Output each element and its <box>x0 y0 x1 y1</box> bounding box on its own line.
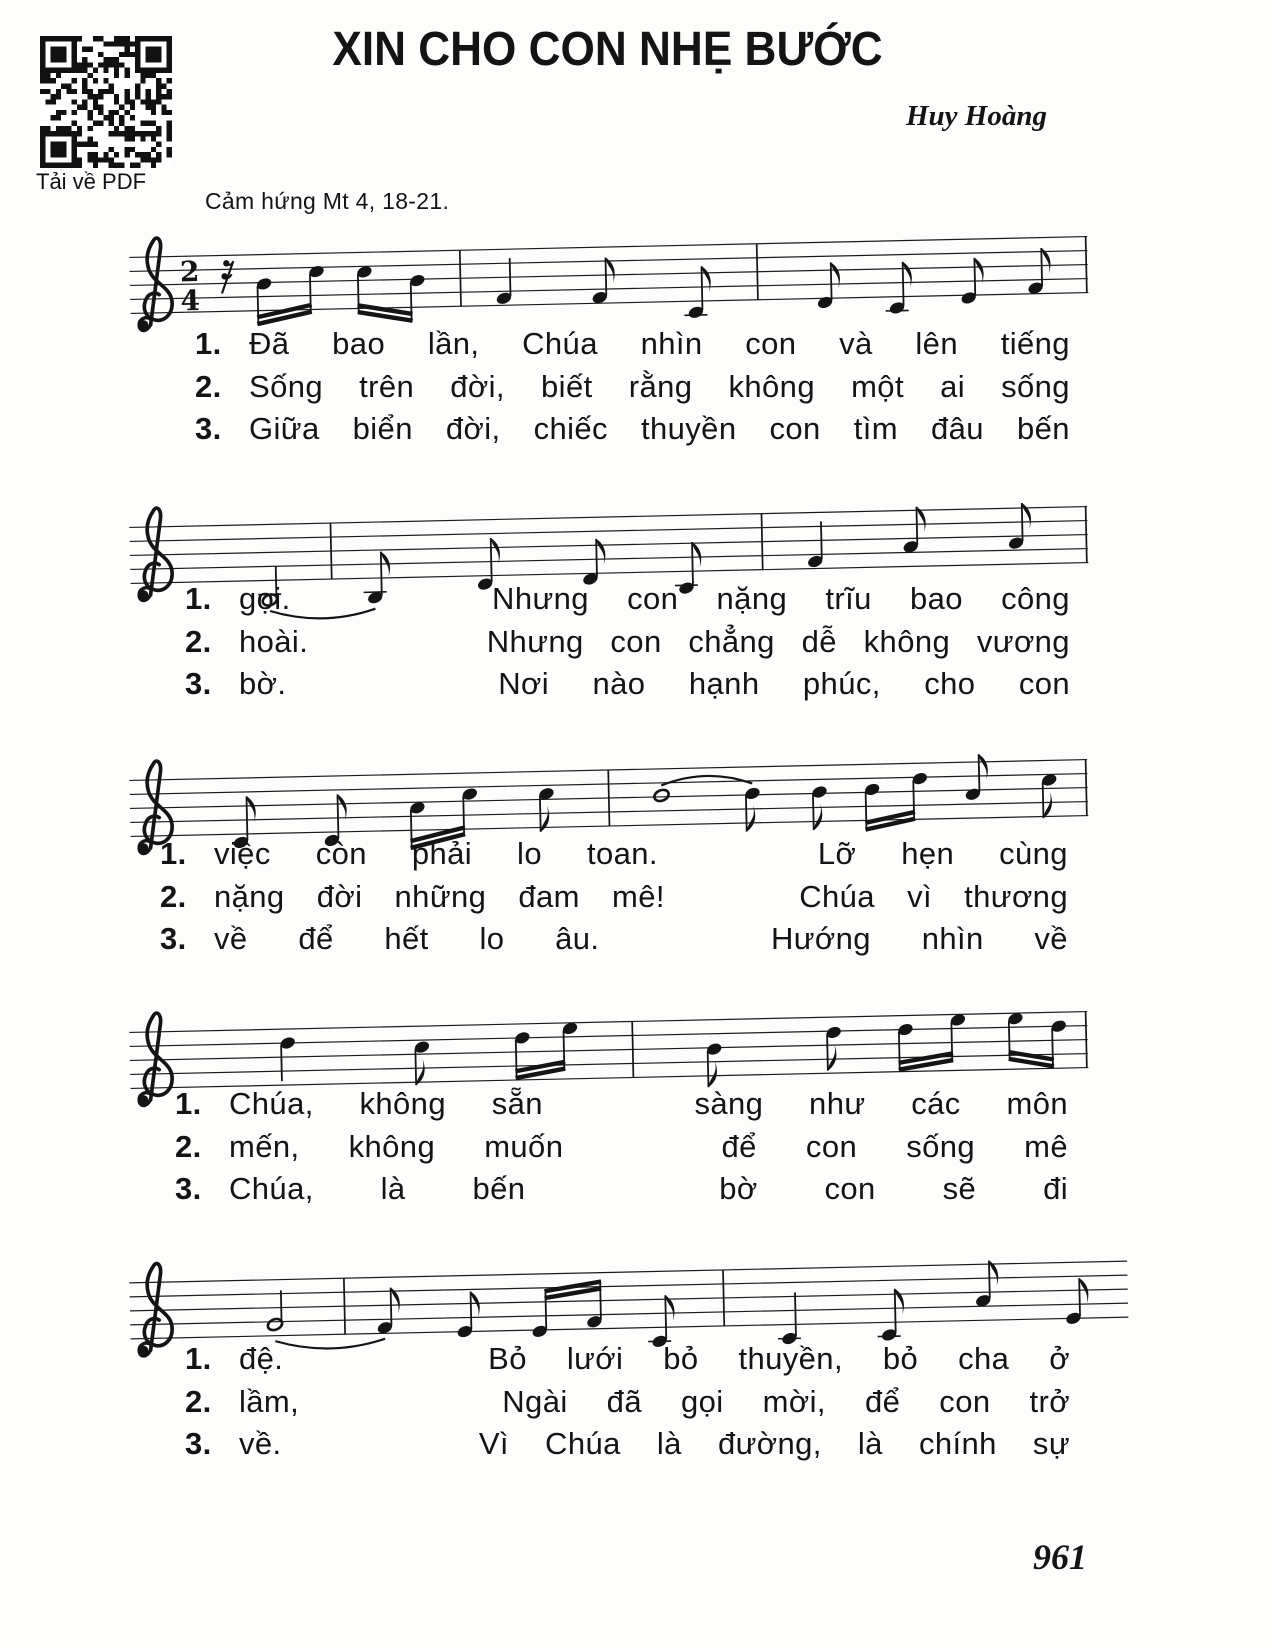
lyric-word: lần, <box>427 326 480 361</box>
lyric-word: Hướng <box>770 921 871 956</box>
lyric-word: ở <box>1049 1341 1070 1376</box>
lyric-word: Sống <box>249 368 323 404</box>
lyric-word: bến <box>472 1171 526 1206</box>
time-signature-bottom: 4 <box>180 283 201 318</box>
lyric-word: để <box>721 1128 757 1164</box>
lyric-word: để <box>298 921 334 956</box>
lyric-line <box>160 836 1068 879</box>
lyric-word: ai <box>940 368 966 404</box>
lyric-word: môn <box>1006 1086 1068 1121</box>
lyric-word: sẵn <box>491 1086 543 1121</box>
lyric-word: không <box>863 623 951 659</box>
lyric-word: dễ <box>801 623 837 659</box>
lyric-word: sống <box>906 1128 976 1164</box>
lyric-word: con <box>745 326 797 361</box>
lyric-word: con <box>627 581 679 616</box>
lyric-line <box>195 411 1070 454</box>
verse-number: 2. <box>160 878 187 914</box>
verse-number: 3. <box>195 411 222 446</box>
lyric-word: toan. <box>586 836 658 871</box>
lyric-word: bờ. <box>239 666 287 701</box>
lyric-word: bỏ <box>663 1341 699 1376</box>
lyric-word: Nhưng <box>492 581 589 616</box>
verse-number: 1. <box>195 326 222 361</box>
lyric-word: lầm, <box>239 1383 300 1419</box>
lyrics-block-2 <box>185 581 1070 709</box>
lyric-word: bờ <box>719 1171 758 1206</box>
lyric-word: đệ. <box>239 1341 284 1376</box>
lyric-word: Vì <box>478 1426 509 1461</box>
lyric-word: thương <box>964 878 1068 914</box>
verse-number: 3. <box>160 921 187 956</box>
verse-number: 2. <box>175 1128 202 1164</box>
lyrics-block-1 <box>195 326 1070 454</box>
lyric-word: là <box>656 1426 682 1461</box>
lyric-word: thuyền <box>640 411 737 446</box>
lyric-word: nhìn <box>640 326 703 361</box>
lyric-word: con <box>769 411 821 446</box>
lyric-line <box>175 1086 1068 1129</box>
composer-name: Huy Hoàng <box>906 100 1047 132</box>
lyric-gap <box>338 1384 463 1420</box>
lyric-word: biết <box>541 368 593 404</box>
lyric-word: con <box>1018 666 1070 701</box>
lyric-word: về <box>214 921 248 956</box>
lyric-word: Chúa <box>799 878 875 914</box>
lyric-word: Chúa <box>522 326 598 361</box>
lyric-gap <box>323 1341 448 1377</box>
lyric-word: muốn <box>484 1128 564 1164</box>
lyric-word: đâu <box>931 411 984 446</box>
lyric-word: Chúa, <box>229 1171 314 1206</box>
lyric-word: hết <box>384 921 429 956</box>
lyric-word: đường, <box>717 1426 822 1461</box>
lyric-word: bến <box>1016 411 1070 446</box>
lyric-gap <box>612 1129 672 1165</box>
scripture-inspiration-note: Cảm hứng Mt 4, 18-21. <box>205 188 450 214</box>
lyric-word: Bỏ <box>488 1341 527 1376</box>
lyric-word: một <box>851 368 904 404</box>
lyric-word: về. <box>239 1426 282 1461</box>
lyric-word: không <box>728 368 815 404</box>
lyric-word: con <box>805 1128 858 1164</box>
lyric-word: công <box>1001 581 1070 616</box>
lyric-word: vương <box>976 623 1070 659</box>
lyric-gap <box>589 1086 649 1122</box>
lyric-word: lo <box>517 836 542 871</box>
lyric-word: nặng <box>214 878 285 914</box>
lyric-gap <box>592 1171 652 1207</box>
lyric-line <box>175 1129 1068 1172</box>
lyric-line <box>160 921 1068 964</box>
lyric-word: phải <box>411 836 473 871</box>
lyric-word: đi <box>1043 1171 1068 1206</box>
lyric-word: Đã <box>249 326 290 361</box>
lyric-word: bao <box>332 326 386 361</box>
lyric-word: sàng <box>694 1086 764 1121</box>
lyric-word: mê! <box>612 878 665 914</box>
lyric-words <box>239 1341 1070 1377</box>
lyrics-block-4 <box>175 1086 1068 1214</box>
lyric-gap <box>703 836 773 872</box>
time-signature-top: 2 <box>179 254 200 289</box>
verse-number: 1. <box>185 581 212 616</box>
lyric-word: đời, <box>450 368 505 404</box>
lyric-word: gọi <box>681 1383 724 1419</box>
lyric-word: gọi. <box>239 581 291 616</box>
lyric-gap <box>318 1426 443 1462</box>
lyric-word: nhìn <box>921 921 984 956</box>
lyric-word: con <box>824 1171 876 1206</box>
lyric-words <box>239 624 1070 660</box>
lyric-words <box>214 921 1068 957</box>
lyric-word: tiếng <box>1000 326 1070 361</box>
lyric-word: chẳng <box>688 623 775 659</box>
lyric-gap <box>335 624 460 660</box>
lyric-word: bao <box>909 581 963 616</box>
lyric-gap <box>650 921 720 957</box>
lyric-word: đời, <box>445 411 501 446</box>
lyric-words <box>239 1426 1070 1462</box>
lyric-line <box>185 1384 1070 1427</box>
song-title: XIN CHO CON NHẸ BƯỚC <box>332 23 883 76</box>
lyric-word: lưới <box>566 1341 624 1376</box>
lyric-word: hoài. <box>239 623 309 659</box>
lyric-word: Chúa <box>545 1426 621 1461</box>
lyric-words <box>229 1129 1068 1165</box>
lyric-word: sự <box>1032 1426 1070 1461</box>
lyric-line <box>160 879 1068 922</box>
lyric-word: Lỡ <box>817 836 857 871</box>
lyric-word: Giữa <box>249 411 320 446</box>
lyric-word: Nơi <box>498 666 550 701</box>
qr-caption-download-pdf-link[interactable]: Tải về PDF <box>36 169 147 194</box>
lyric-line <box>175 1171 1068 1214</box>
lyric-words <box>239 581 1070 617</box>
lyric-word: vì <box>907 878 932 914</box>
lyric-word: bỏ <box>882 1341 919 1376</box>
lyrics-block-3 <box>160 836 1068 964</box>
verse-number: 2. <box>185 623 212 659</box>
lyric-word: về <box>1034 921 1068 956</box>
lyric-word: là <box>380 1171 406 1206</box>
lyric-line <box>185 666 1070 709</box>
verse-number: 1. <box>185 1341 212 1376</box>
lyric-word: hẹn <box>901 836 955 871</box>
lyric-gap <box>697 879 767 915</box>
lyric-word: chiếc <box>533 411 608 446</box>
lyric-word: và <box>839 326 873 361</box>
lyric-word: không <box>348 1128 436 1164</box>
verse-number: 1. <box>175 1086 202 1121</box>
lyric-word: mê <box>1024 1128 1068 1164</box>
lyric-word: Chúa, <box>229 1086 314 1121</box>
lyric-words <box>239 1384 1070 1420</box>
lyric-word: sẽ <box>942 1171 977 1206</box>
lyric-word: cha <box>958 1341 1010 1376</box>
lyric-word: hạnh <box>688 666 760 701</box>
verse-number: 3. <box>185 1426 212 1461</box>
verse-number: 2. <box>195 368 222 404</box>
lyric-words <box>214 879 1068 915</box>
lyric-word: các <box>911 1086 961 1121</box>
lyric-word: Ngài <box>502 1383 568 1419</box>
verse-number: 2. <box>185 1383 212 1419</box>
lyric-words <box>249 369 1070 405</box>
lyric-word: như <box>809 1086 866 1121</box>
lyric-word: tìm <box>853 411 898 446</box>
lyric-word: cho <box>924 666 976 701</box>
lyric-word: lên <box>915 326 958 361</box>
lyric-word: trở <box>1029 1383 1070 1419</box>
lyric-word: Nhưng <box>486 623 584 659</box>
lyric-word: không <box>359 1086 446 1121</box>
lyric-line <box>195 326 1070 369</box>
lyric-words <box>229 1171 1068 1207</box>
lyric-word: lo <box>479 921 505 956</box>
lyric-words <box>249 411 1070 447</box>
lyric-words <box>249 326 1070 362</box>
lyric-word: đã <box>606 1383 642 1419</box>
lyric-word: con <box>610 623 662 659</box>
lyric-word: âu. <box>555 921 600 956</box>
verse-number: 1. <box>160 836 187 871</box>
lyric-word: thuyền, <box>738 1341 843 1376</box>
verse-number: 3. <box>175 1171 202 1206</box>
lyric-word: nặng <box>716 581 788 616</box>
lyric-line <box>185 581 1070 624</box>
lyric-line <box>185 1341 1070 1384</box>
lyric-word: trĩu <box>825 581 872 616</box>
lyric-gap <box>329 581 454 617</box>
lyric-word: cùng <box>999 836 1068 871</box>
lyric-word: chính <box>918 1426 997 1461</box>
lyric-word: đời <box>316 878 363 914</box>
lyric-word: trên <box>359 368 415 404</box>
lyric-words <box>239 666 1070 702</box>
verse-number: 3. <box>185 666 212 701</box>
lyric-word: là <box>857 1426 883 1461</box>
page-number: 961 <box>1033 1537 1087 1577</box>
lyric-line <box>185 1426 1070 1469</box>
lyric-word: mến, <box>229 1128 300 1164</box>
lyric-word: nào <box>592 666 646 701</box>
lyric-word: những <box>394 878 487 914</box>
lyric-word: biển <box>352 411 413 446</box>
lyric-word: đam <box>518 878 580 914</box>
lyric-line <box>185 624 1070 667</box>
lyric-word: rằng <box>628 368 693 404</box>
lyrics-block-5 <box>185 1341 1070 1469</box>
lyric-gap <box>330 666 455 702</box>
lyric-word: việc <box>214 836 271 871</box>
lyric-word: còn <box>315 836 367 871</box>
lyric-word: để <box>864 1383 901 1419</box>
lyric-line <box>195 369 1070 412</box>
lyric-word: con <box>939 1383 991 1419</box>
lyric-word: phúc, <box>802 666 881 701</box>
lyric-word: sống <box>1001 368 1070 404</box>
lyric-words <box>214 836 1068 872</box>
lyric-word: mời, <box>762 1383 826 1419</box>
lyric-words <box>229 1086 1068 1122</box>
